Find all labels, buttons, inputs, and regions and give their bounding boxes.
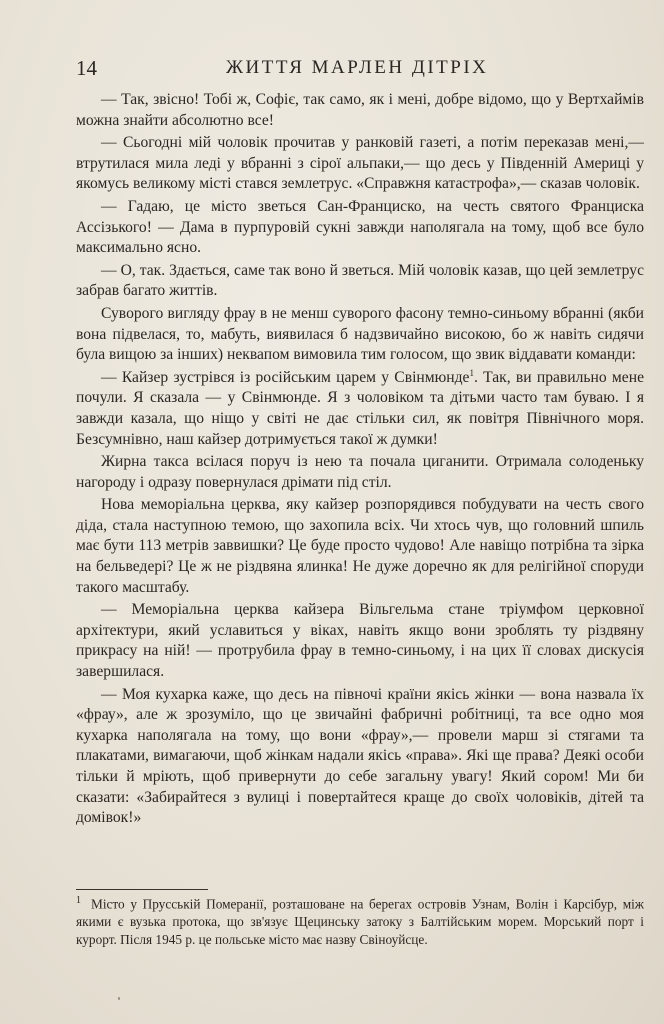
footnote-divider xyxy=(76,889,208,890)
paragraph: Жирна такса всілася поруч із нею та почала циганити. Отримала солоденьку нагороду і одразу повернулася дрімати під стіл. xyxy=(76,453,644,491)
paragraph: Суворого вигляду фрау в не менш суворого фасону темно-синьому вбранні (якби вона підвелася, то, мабуть, виявилася б надзвичайно високою, бо ж навіть сидячи була вищою за інших) неквапом вимовила тим голосом, що звик віддавати команди: xyxy=(76,304,644,364)
running-title: ЖИТТЯ МАРЛЕН ДІТРІХ xyxy=(226,57,489,78)
paragraph: — Гадаю, це місто зветься Сан-Франциско, на честь святого Франциска Ассізького! — Дама в пурпуровій сукні завжди наполягала на тому, щоб все було максимально ясно. xyxy=(76,197,644,257)
paragraph: — Так, звісно! Тобі ж, Софіє, так само, як і мені, добре відомо, що у Вертхаймів можна знайти абсолютно все! xyxy=(76,91,644,129)
paragraph: — О, так. Здається, саме так воно й зветься. Мій чоловік казав, що цей землетрус забрав багато життів. xyxy=(76,261,644,300)
paragraph-text: — Кайзер зустрівся із російським царем у Свінмюнде xyxy=(101,368,470,386)
paper-speck xyxy=(118,997,120,1000)
body-text xyxy=(76,90,644,829)
paragraph: — Меморіальна церква кайзера Вільгельма стане тріумфом церковної архітектури, який уславиться у віках, навіть якщо вони зроблять ту різдвяну прикрасу на ній! — протрубила фрау в темно-синьому, і на цих її словах дискусія завершилася. xyxy=(76,601,644,681)
page-number: 14 xyxy=(76,56,97,80)
paragraph-with-footnote-ref xyxy=(76,368,644,450)
paragraph-text-continued: . Так, ви правильно мене почули. Я сказала — у Свінмюнде. Я з чоловіком та дітьми часто там буваю. І я завжди казала, що ніщо у світі не дає стільки сил, як повітря Північного моря. Безсумнівно, наш кайзер дотримується такої ж думки! xyxy=(76,368,644,448)
footnote-reference: 1 xyxy=(469,367,474,378)
footnote xyxy=(76,892,644,949)
paragraph: — Моя кухарка каже, що десь на півночі країни якісь жінки — вона назвала їх «фрау», але ж зрозуміло, що це звичайні фабричні робітниці, та все одно моя кухарка наполягала на тому, що вони «фрау»,— провели марш зі стягами та плакатами, вимагаючи, щоб жінкам надали якісь «права». Які ще права? Деякі особи тільки й мріють, щоб привернути до себе загальну увагу! Який сором! Ми би сказати: «Забирайтеся з вулиці і повертайтеся краще до своїх чоловіків, дітей та домівок!» xyxy=(76,685,644,827)
paragraph: Нова меморіальна церква, яку кайзер розпорядився побудувати на честь свого діда, стала наступною темою, що захопила всіх. Чи хтось чув, що головний шпиль має бути 113 метрів заввишки? Це буде просто чудово! Але навіщо потрібна та зірка на бельведері? Це ж не різдвяна ялинка! Не дуже доречно як для релігійної споруди такого масштабу. xyxy=(76,496,644,596)
footnote-text: Місто у Прусській Померанії, розташоване на берегах островів Узнам, Волін і Карсібур, між якими є вузька протока, що зв'язує Щецинську затоку з Балтійським морем. Морський порт і курорт. Після 1945 р. це польське місто має назву Свіноуйсце. xyxy=(76,896,644,948)
paragraph: — Сьогодні мій чоловік прочитав у ранковій газеті, а потім переказав мені,— втрутилася мила леді у вбранні з сірої альпаки,— що десь у Південній Америці у якомусь великому місті стався землетрус. «Справжня катастрофа»,— сказав чоловік. xyxy=(76,134,644,193)
footnote-marker: 1 xyxy=(76,895,81,906)
page-header xyxy=(76,56,624,86)
